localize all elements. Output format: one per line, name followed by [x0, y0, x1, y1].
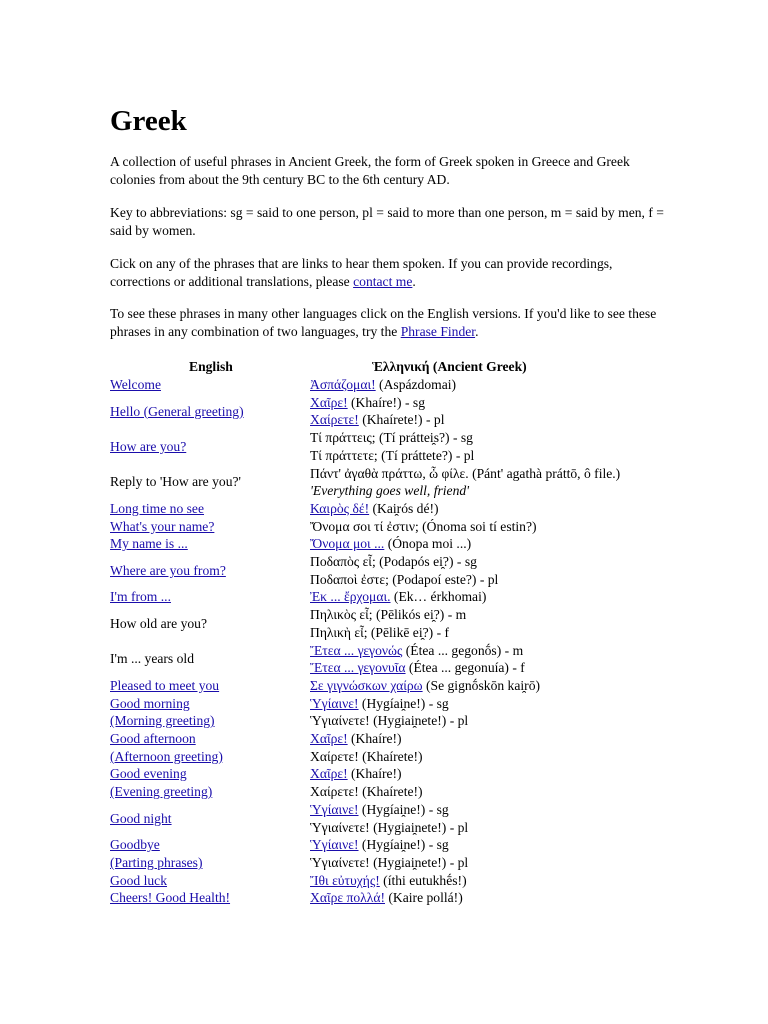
greek-phrase-transliteration: (Hygíai̯ne!) - sg — [358, 801, 449, 817]
greek-phrase-cell — [308, 730, 662, 765]
phrase-row — [108, 677, 662, 695]
english-phrase-link[interactable] — [110, 519, 214, 534]
english-phrase-line: Goodbye — [110, 837, 160, 853]
english-phrase-cell — [108, 606, 308, 641]
english-phrase-cell — [108, 429, 308, 464]
greek-phrase-transliteration: Τί πράττετε; (Tí práttete?) - pl — [310, 447, 475, 463]
greek-phrase-transliteration: Χαίρετε! (Khaírete!) — [310, 748, 423, 764]
english-phrase-cell — [108, 872, 308, 890]
english-phrase-cell — [108, 677, 308, 695]
english-phrase-cell — [108, 376, 308, 394]
english-phrase-link[interactable] — [110, 377, 161, 392]
greek-phrase-link[interactable]: Ἔτεα ... γεγονώς — [310, 642, 403, 658]
english-phrase-cell — [108, 588, 308, 606]
greek-phrase-line — [310, 695, 660, 713]
greek-phrase-link[interactable]: Σε γιγνώσκων χαίρω — [310, 677, 423, 693]
greek-phrase-line — [310, 712, 660, 730]
instructions-text: Cick on any of the phrases that are links to hear them spoken. If you can provide recordings, corrections or additional translations, please — [110, 256, 613, 289]
greek-phrase-transliteration: (Étea ... gegonuía) - f — [405, 660, 525, 676]
english-phrase-cell — [108, 500, 308, 518]
greek-phrase-line — [310, 606, 660, 624]
greek-phrase-line — [310, 889, 660, 907]
english-phrase-link[interactable] — [110, 873, 167, 888]
greek-phrase-transliteration: Πηλικὴ εἶ; (Pēlikē ei̯?) - f — [310, 624, 450, 640]
greek-phrase-transliteration: Ὑγιαίνετε! (Hygiai̯nete!) - pl — [310, 713, 469, 729]
greek-phrase-line — [310, 765, 660, 783]
greek-phrase-line — [310, 376, 660, 394]
greek-phrase-transliteration: (Khaírete!) - pl — [358, 412, 445, 428]
greek-phrase-link[interactable]: Χαῖρε πολλά! — [310, 890, 385, 906]
phrase-row — [108, 801, 662, 836]
greek-phrase-transliteration: Χαίρετε! (Khaírete!) — [310, 784, 423, 800]
english-phrase-link[interactable] — [110, 696, 215, 729]
greek-phrase-cell — [308, 801, 662, 836]
english-phrase-cell — [108, 765, 308, 800]
greek-phrase-link[interactable]: Ἴθι εὐτυχής! — [310, 872, 380, 888]
greek-phrase-transliteration: 'Everything goes well, friend' — [310, 483, 470, 499]
english-phrase-link[interactable] — [110, 589, 171, 604]
greek-phrase-line — [310, 642, 660, 660]
greek-phrase-line — [310, 411, 660, 429]
english-phrase-line: Long time no see — [110, 500, 205, 516]
greek-phrase-transliteration: Πάντ' ἀγαθὰ πράττω, ὦ φίλε. (Pánt' agathà práttō, ô file.) — [310, 465, 621, 481]
english-phrase-line: What's your name? — [110, 518, 215, 534]
english-phrase-line: Pleased to meet you — [110, 677, 220, 693]
greek-phrase-line — [310, 801, 660, 819]
greek-phrase-cell — [308, 765, 662, 800]
phrase-finder-link[interactable]: Phrase Finder — [400, 323, 476, 339]
phrase-row — [108, 465, 662, 500]
greek-phrase-cell — [308, 642, 662, 677]
greek-phrase-transliteration: (Se gignṓskōn kai̯rō) — [422, 677, 541, 693]
greek-phrase-transliteration: Ποδαποὶ ἐστε; (Podapoí este?) - pl — [310, 571, 499, 587]
english-phrase-line: Good afternoon — [110, 731, 196, 747]
greek-phrase-cell — [308, 500, 662, 518]
english-phrase-text — [110, 616, 207, 631]
english-phrase-link[interactable] — [110, 439, 186, 454]
english-phrase-line: Good morning — [110, 695, 190, 711]
phrase-row — [108, 836, 662, 871]
greek-phrase-cell — [308, 872, 662, 890]
english-phrase-cell — [108, 801, 308, 836]
phrase-row — [108, 394, 662, 429]
greek-phrase-transliteration: (Hygíai̯ne!) - sg — [358, 695, 449, 711]
greek-phrase-link[interactable]: Χαῖρε! — [310, 766, 348, 782]
greek-phrase-cell — [308, 429, 662, 464]
english-phrase-line: Where are you from? — [110, 562, 226, 578]
greek-phrase-line — [310, 748, 660, 766]
greek-phrase-cell — [308, 376, 662, 394]
intro-paragraph: A collection of useful phrases in Ancient Greek, the form of Greek spoken in Greece and Greek colonies from about the 9th century BC to the 6th century AD. — [110, 154, 630, 187]
greek-phrase-line — [310, 571, 660, 589]
greek-phrase-link[interactable]: Ἔτεα ... γεγονυῖα — [310, 660, 406, 676]
greek-phrase-cell — [308, 606, 662, 641]
english-phrase-link[interactable] — [110, 811, 172, 826]
greek-phrase-transliteration: (Khaíre!) — [347, 731, 402, 747]
greek-phrase-line — [310, 447, 660, 465]
languages-end: . — [475, 323, 479, 339]
english-phrase-line: How old are you? — [110, 615, 208, 631]
greek-phrase-line — [310, 854, 660, 872]
greek-phrase-link[interactable]: Ὑγίαινε! — [310, 695, 359, 711]
greek-phrase-link[interactable]: Ὑγίαινε! — [310, 837, 359, 853]
phrase-row — [108, 553, 662, 588]
greek-phrase-cell — [308, 695, 662, 730]
english-phrase-line: (Parting phrases) — [110, 854, 203, 870]
english-phrase-cell — [108, 642, 308, 677]
greek-phrase-link[interactable]: Ὑγίαινε! — [310, 801, 359, 817]
languages-text: To see these phrases in many other languages click on the English versions. If you'd like to see these phrases in any combination of two languages, try the — [110, 306, 657, 339]
greek-phrase-line — [310, 624, 660, 642]
greek-phrase-line — [310, 465, 650, 483]
greek-phrase-cell — [308, 836, 662, 871]
greek-phrase-line — [310, 836, 660, 854]
phrases-table-body — [108, 376, 662, 907]
greek-phrase-link[interactable]: Χαῖρε! — [310, 731, 348, 747]
english-phrase-cell — [108, 695, 308, 730]
greek-phrase-cell — [308, 588, 662, 606]
english-phrase-link[interactable] — [110, 678, 219, 693]
english-phrase-line: How are you? — [110, 438, 187, 454]
english-phrase-link[interactable] — [110, 766, 212, 799]
english-phrase-cell — [108, 394, 308, 429]
page-title: Greek — [110, 105, 187, 137]
contact-me-link[interactable]: contact me — [353, 273, 413, 289]
phrase-row — [108, 429, 662, 464]
greek-phrase-line — [310, 500, 660, 518]
greek-phrase-link[interactable]: Ὄνομα μοι ... — [310, 536, 385, 552]
instructions-paragraph — [110, 255, 670, 290]
greek-phrase-line — [310, 553, 660, 571]
greek-phrase-transliteration: Ὑγιαίνετε! (Hygiai̯nete!) - pl — [310, 854, 469, 870]
phrase-row — [108, 642, 662, 677]
greek-phrase-line — [310, 535, 660, 553]
greek-phrase-transliteration: (Khaíre!) — [347, 766, 402, 782]
greek-phrase-line — [310, 518, 660, 536]
phrase-row — [108, 606, 662, 641]
english-phrase-line: Welcome — [110, 377, 161, 392]
greek-phrase-transliteration: (Kaire pollá!) — [384, 890, 463, 906]
english-phrase-line: My name is ... — [110, 536, 188, 552]
english-phrase-link[interactable] — [110, 536, 188, 551]
english-phrase-line: I'm ... years old — [110, 651, 194, 667]
english-phrase-cell — [108, 518, 308, 536]
greek-phrase-line — [310, 482, 660, 500]
greek-phrase-line — [310, 819, 660, 837]
greek-phrase-transliteration: Ποδαπὸς εἶ; (Podapós ei̯?) - sg — [310, 554, 477, 570]
languages-paragraph — [110, 305, 670, 340]
greek-phrase-link[interactable]: Καιρὸς δέ! — [310, 500, 370, 516]
english-phrase-line: (Evening greeting) — [110, 784, 213, 800]
english-phrase-link[interactable] — [110, 837, 203, 870]
greek-phrase-line — [310, 730, 660, 748]
greek-phrase-transliteration: (Ek… érkhomai) — [390, 589, 487, 605]
phrase-row — [108, 376, 662, 394]
greek-phrase-link[interactable]: Ἀσπάζομαι! — [310, 377, 376, 392]
english-phrase-cell — [108, 836, 308, 871]
phrase-row — [108, 765, 662, 800]
phrase-row — [108, 535, 662, 553]
phrase-row — [108, 518, 662, 536]
greek-phrase-cell — [308, 677, 662, 695]
greek-phrase-line — [310, 588, 660, 606]
greek-phrase-link[interactable]: Χαῖρε! — [310, 394, 348, 410]
english-phrase-link[interactable] — [110, 563, 226, 578]
greek-phrase-transliteration: Πηλικὸς εἶ; (Pēlikós ei̯?) - m — [310, 607, 467, 623]
phrase-row — [108, 730, 662, 765]
phrase-row — [108, 500, 662, 518]
phrase-row — [108, 872, 662, 890]
greek-phrase-transliteration: (Aspázdomai) — [375, 377, 457, 392]
greek-phrase-transliteration: Ὄνομα σοι τί ἐστιν; (Ónoma soi tí estin?) — [310, 518, 537, 534]
greek-phrase-line — [310, 429, 660, 447]
greek-phrase-line — [310, 394, 660, 412]
english-column-header: English — [189, 359, 233, 374]
greek-phrase-cell — [308, 535, 662, 553]
greek-phrase-cell — [308, 394, 662, 429]
english-phrase-line: Good night — [110, 810, 172, 826]
greek-phrase-transliteration: (Khaíre!) - sg — [347, 394, 425, 410]
greek-phrase-link[interactable]: Ἐκ ... ἔρχομαι. — [310, 589, 391, 605]
greek-phrase-transliteration: (Étea ... gegonṓs) - m — [402, 642, 524, 658]
english-phrase-cell — [108, 535, 308, 553]
greek-phrase-link[interactable]: Χαίρετε! — [310, 412, 359, 428]
greek-column-header: Ἑλληνική (Ancient Greek) — [372, 359, 527, 374]
phrase-row — [108, 588, 662, 606]
greek-phrase-line — [310, 783, 660, 801]
english-phrase-cell — [108, 730, 308, 765]
english-phrase-line: I'm from ... — [110, 589, 171, 605]
phrase-row — [108, 889, 662, 907]
english-phrase-line: Reply to 'How are you?' — [110, 474, 241, 490]
english-phrase-cell — [108, 465, 308, 500]
english-phrase-cell — [108, 553, 308, 588]
greek-phrase-cell — [308, 889, 662, 907]
english-phrase-link[interactable] — [110, 731, 223, 764]
greek-phrase-line — [310, 659, 660, 677]
greek-phrase-cell — [308, 518, 662, 536]
greek-phrase-transliteration: Ὑγιαίνετε! (Hygiai̯nete!) - pl — [310, 819, 469, 835]
greek-phrase-transliteration: (Ónopa moi ...) — [384, 536, 472, 552]
greek-phrase-transliteration: Τί πράττεις; (Tí práttei̯s?) - sg — [310, 430, 473, 446]
english-phrase-line: (Afternoon greeting) — [110, 748, 223, 764]
english-phrase-link[interactable] — [110, 404, 244, 419]
abbreviations-paragraph: Key to abbreviations: sg = said to one person, pl = said to more than one person, m = said by men, f = said by women. — [110, 205, 664, 238]
english-phrase-text — [110, 474, 241, 489]
instructions-end: . — [412, 273, 416, 289]
english-phrase-cell — [108, 889, 308, 907]
greek-phrase-cell — [308, 553, 662, 588]
greek-phrase-cell — [308, 465, 662, 500]
greek-phrase-transliteration: (íthi eutukhḗs!) — [379, 872, 467, 888]
greek-phrase-line — [310, 872, 660, 890]
english-phrase-link[interactable] — [110, 501, 204, 516]
greek-phrase-transliteration: (Hygíai̯ne!) - sg — [358, 837, 449, 853]
english-phrase-line: Cheers! Good Health! — [110, 890, 231, 906]
english-phrase-line: Good evening — [110, 766, 187, 782]
english-phrase-text — [110, 651, 194, 666]
english-phrase-line: (Morning greeting) — [110, 713, 215, 729]
greek-phrase-line — [310, 677, 660, 695]
greek-phrase-transliteration: (Kai̯rós dé!) — [369, 500, 439, 516]
phrases-table — [108, 376, 662, 907]
english-phrase-line: Good luck — [110, 872, 168, 888]
phrase-row — [108, 695, 662, 730]
english-phrase-line: Hello (General greeting) — [110, 403, 244, 419]
english-phrase-link[interactable] — [110, 890, 230, 905]
